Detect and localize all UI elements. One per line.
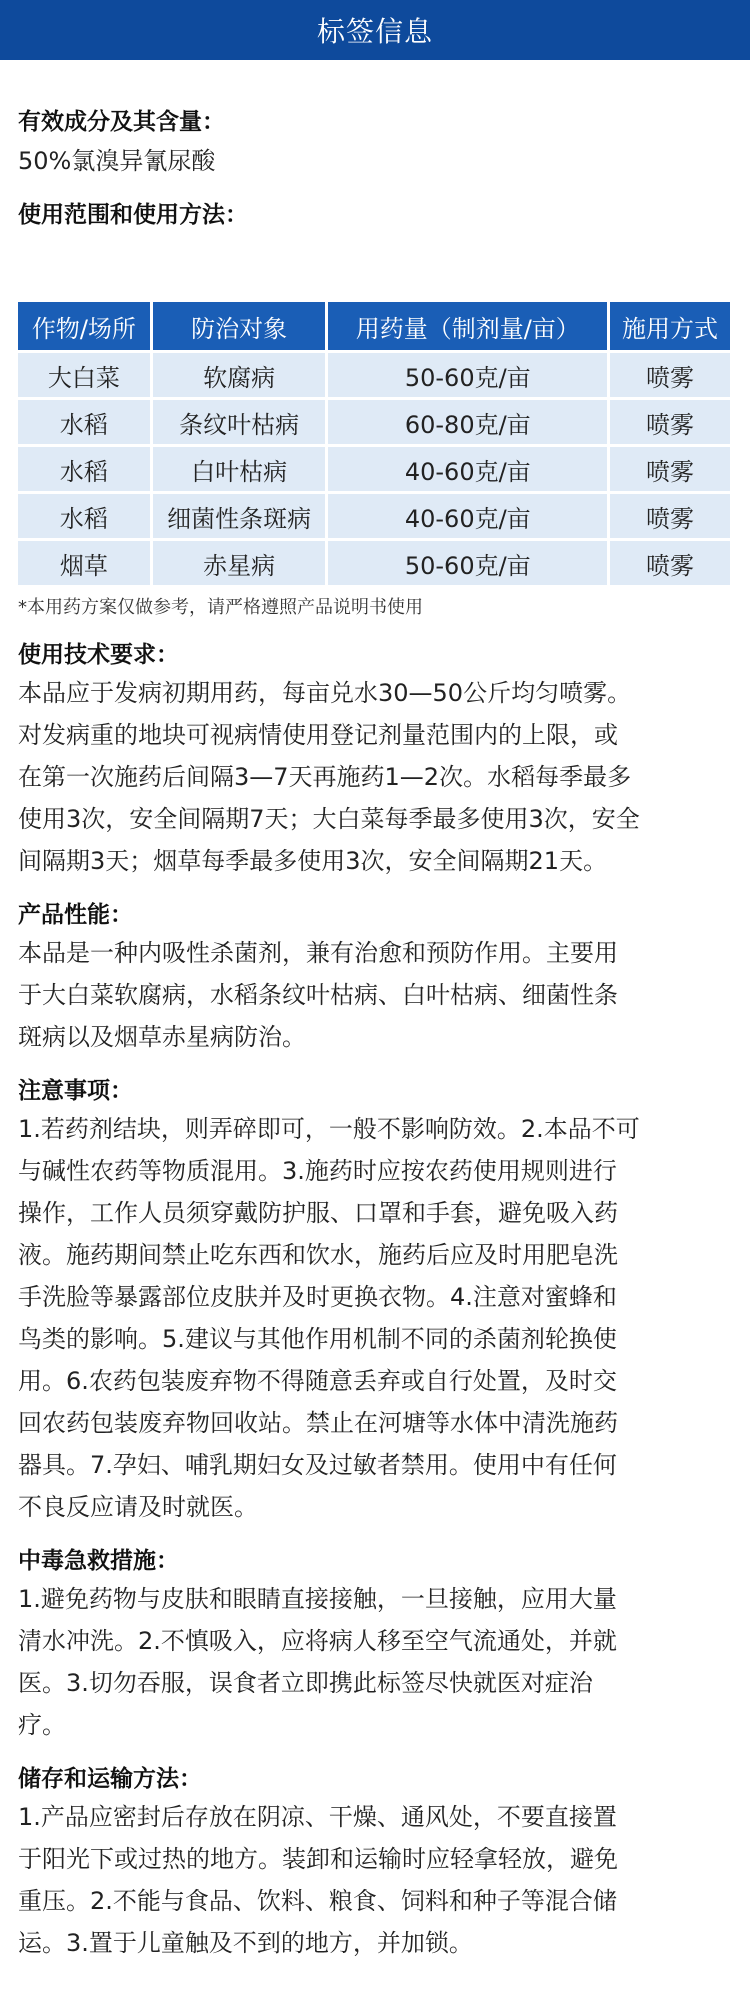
col-header-crop: 作物/场所 <box>18 302 150 350</box>
ingredients-section <box>18 60 732 180</box>
col-header-target: 防治对象 <box>153 302 326 350</box>
cell-target: 白叶枯病 <box>153 447 326 491</box>
first-aid-line: 疗。 <box>18 1711 66 1739</box>
precautions-line: 手洗脸等暴露部位皮肤并及时更换衣物。4.注意对蜜蜂和 <box>18 1283 617 1311</box>
table-row <box>18 447 730 491</box>
storage-line: 于阳光下或过热的地方。装卸和运输时应轻拿轻放，避免 <box>18 1845 618 1873</box>
cell-method: 喷雾 <box>610 494 730 538</box>
cell-dosage: 40-60克/亩 <box>328 494 607 538</box>
cell-method: 喷雾 <box>610 400 730 444</box>
cell-dosage: 60-80克/亩 <box>328 400 607 444</box>
performance-line: 斑病以及烟草赤星病防治。 <box>18 1023 306 1051</box>
first-aid-title: 中毒急救措施： <box>18 1548 179 1574</box>
dosage-table-wrap <box>18 232 732 622</box>
first-aid-section <box>18 1528 732 1746</box>
cell-dosage: 40-60克/亩 <box>328 447 607 491</box>
tech-requirements-line: 本品应于发病初期用药，每亩兑水30—50公斤均匀喷雾。 <box>18 679 632 707</box>
dosage-note: *本用药方案仅做参考，请严格遵照产品说明书使用 <box>18 597 423 618</box>
cell-method: 喷雾 <box>610 541 730 585</box>
precautions-line: 与碱性农药等物质混用。3.施药时应按农药使用规则进行 <box>18 1157 617 1185</box>
cell-target: 条纹叶枯病 <box>153 400 326 444</box>
precautions-line: 1.若药剂结块，则弄碎即可，一般不影响防效。2.本品不可 <box>18 1115 640 1143</box>
col-header-method: 施用方式 <box>610 302 730 350</box>
dosage-table <box>15 299 733 588</box>
cell-dosage: 50-60克/亩 <box>328 541 607 585</box>
storage-line: 1.产品应密封后存放在阴凉、干燥、通风处，不要直接置 <box>18 1803 617 1831</box>
table-row <box>18 541 730 585</box>
cell-target: 软腐病 <box>153 353 326 397</box>
page-title: 标签信息 <box>316 15 433 48</box>
table-row <box>18 400 730 444</box>
first-aid-line: 1.避免药物与皮肤和眼睛直接接触，一旦接触，应用大量 <box>18 1585 617 1613</box>
cell-crop: 水稻 <box>18 447 150 491</box>
ingredients-value: 50%氯溴异氰尿酸 <box>18 147 216 175</box>
cell-target: 细菌性条斑病 <box>153 494 326 538</box>
cell-crop: 大白菜 <box>18 353 150 397</box>
precautions-line: 鸟类的影响。5.建议与其他作用机制不同的杀菌剂轮换使 <box>18 1325 617 1353</box>
cell-target: 赤星病 <box>153 541 326 585</box>
precautions-line: 用。6.农药包装废弃物不得随意丢弃或自行处置，及时交 <box>18 1367 617 1395</box>
precautions-line: 器具。7.孕妇、哺乳期妇女及过敏者禁用。使用中有任何 <box>18 1451 617 1479</box>
storage-title: 储存和运输方法： <box>18 1766 202 1792</box>
ingredients-title: 有效成分及其含量： <box>18 109 225 135</box>
table-row <box>18 353 730 397</box>
page-header <box>0 0 750 60</box>
storage-section <box>18 1746 732 1964</box>
performance-line: 于大白菜软腐病，水稻条纹叶枯病、白叶枯病、细菌性条 <box>18 981 618 1009</box>
performance-section <box>18 882 732 1058</box>
precautions-line: 不良反应请及时就医。 <box>18 1493 258 1521</box>
first-aid-line: 医。3.切勿吞服，误食者立即携此标签尽快就医对症治 <box>18 1669 593 1697</box>
precautions-line: 回农药包装废弃物回收站。禁止在河塘等水体中清洗施药 <box>18 1409 618 1437</box>
tech-requirements-title: 使用技术要求： <box>18 642 179 668</box>
performance-line: 本品是一种内吸性杀菌剂，兼有治愈和预防作用。主要用 <box>18 939 618 967</box>
cell-crop: 烟草 <box>18 541 150 585</box>
performance-title: 产品性能： <box>18 902 133 928</box>
scope-section <box>18 180 732 232</box>
scope-title: 使用范围和使用方法： <box>18 202 248 228</box>
table-row <box>18 494 730 538</box>
storage-line: 重压。2.不能与食品、饮料、粮食、饲料和种子等混合储 <box>18 1887 617 1915</box>
precautions-line: 液。施药期间禁止吃东西和饮水，施药后应及时用肥皂洗 <box>18 1241 618 1269</box>
cell-method: 喷雾 <box>610 447 730 491</box>
table-header-row <box>18 302 730 350</box>
tech-requirements-line: 在第一次施药后间隔3—7天再施药1—2次。水稻每季最多 <box>18 763 632 791</box>
cell-dosage: 50-60克/亩 <box>328 353 607 397</box>
first-aid-line: 清水冲洗。2.不慎吸入，应将病人移至空气流通处，并就 <box>18 1627 617 1655</box>
cell-crop: 水稻 <box>18 400 150 444</box>
precautions-line: 操作，工作人员须穿戴防护服、口罩和手套，避免吸入药 <box>18 1199 618 1227</box>
col-header-dosage: 用药量（制剂量/亩） <box>328 302 607 350</box>
storage-line: 运。3.置于儿童触及不到的地方，并加锁。 <box>18 1929 473 1957</box>
tech-requirements-line: 使用3次，安全间隔期7天；大白菜每季最多使用3次，安全 <box>18 805 640 833</box>
cell-crop: 水稻 <box>18 494 150 538</box>
cell-method: 喷雾 <box>610 353 730 397</box>
label-content <box>0 60 750 1964</box>
tech-requirements-section <box>18 622 732 882</box>
tech-requirements-line: 对发病重的地块可视病情使用登记剂量范围内的上限，或 <box>18 721 618 749</box>
precautions-section <box>18 1058 732 1528</box>
tech-requirements-line: 间隔期3天；烟草每季最多使用3次，安全间隔期21天。 <box>18 847 608 875</box>
precautions-title: 注意事项： <box>18 1078 133 1104</box>
